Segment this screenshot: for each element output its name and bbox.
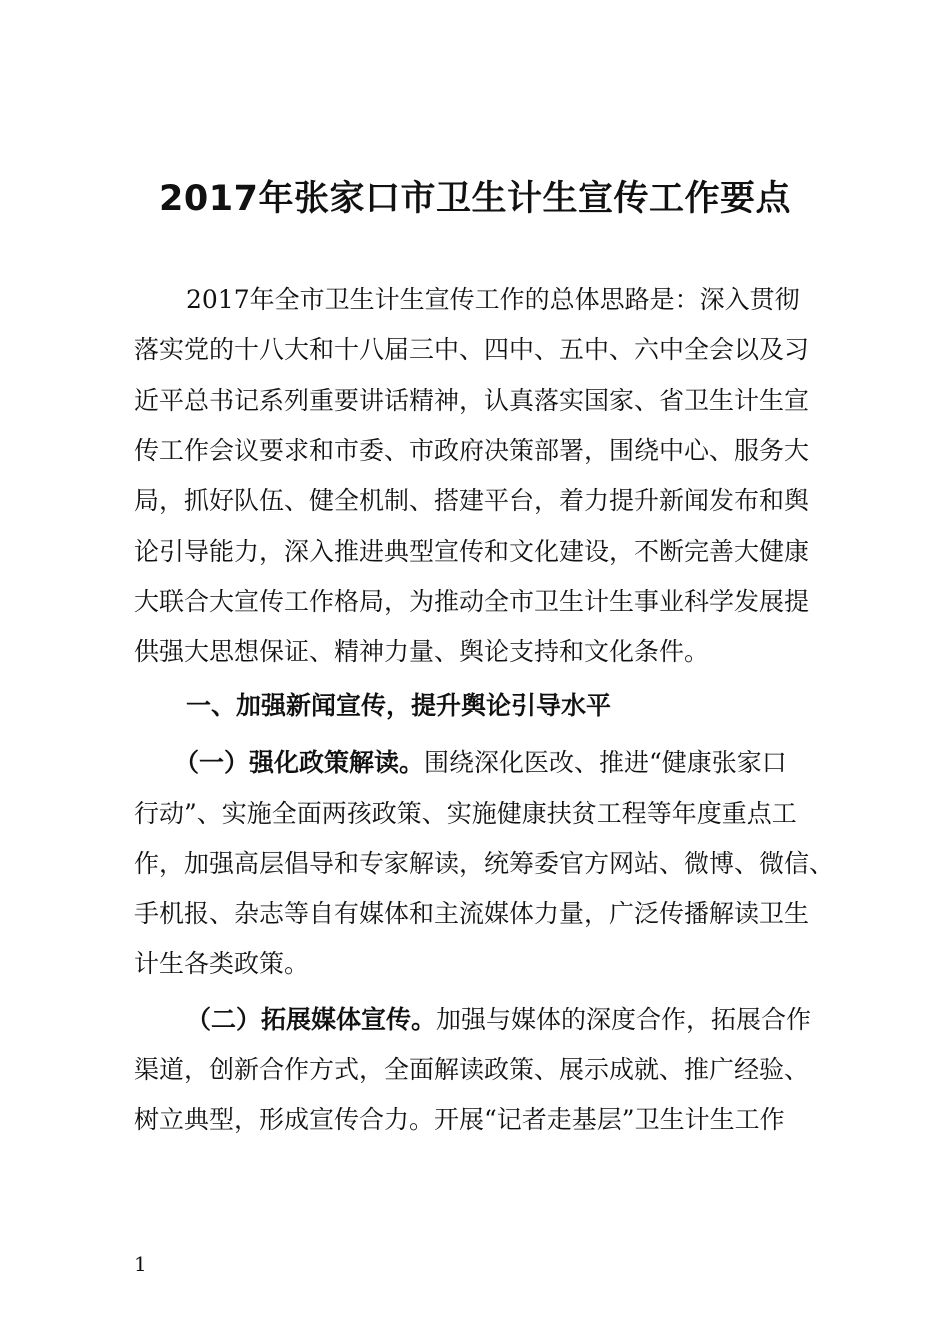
paragraph-line: 树立典型，形成宣传合力。开展“记者走基层”卫生计生工作 xyxy=(134,1105,785,1134)
paragraph-line: 作，加强高层倡导和专家解读，统筹委官方网站、微博、微信、 xyxy=(134,849,835,878)
paragraph-line: 近平总书记系列重要讲话精神，认真落实国家、省卫生计生宣 xyxy=(134,386,810,415)
subsection-lead: （一）强化政策解读。 xyxy=(174,748,425,777)
paragraph-line: 2017年全市卫生计生宣传工作的总体思路是：深入贯彻 xyxy=(186,285,800,314)
document-title: 2017年张家口市卫生计生宣传工作要点 xyxy=(159,179,791,219)
paragraph-line: 渠道，创新合作方式，全面解读政策、展示成就、推广经验、 xyxy=(134,1055,810,1084)
page-number: 1 xyxy=(134,1252,147,1276)
paragraph-line: 供强大思想保证、精神力量、舆论支持和文化条件。 xyxy=(134,637,710,666)
subsection-text: 围绕深化医改、推进“健康张家口 xyxy=(424,748,787,777)
paragraph-line: 手机报、杂志等自有媒体和主流媒体力量，广泛传播解读卫生 xyxy=(134,899,810,928)
paragraph-line: 行动”、实施全面两孩政策、实施健康扶贫工程等年度重点工 xyxy=(134,799,797,828)
paragraph-line: 传工作会议要求和市委、市政府决策部署，围绕中心、服务大 xyxy=(134,436,810,465)
paragraph-line: 大联合大宣传工作格局，为推动全市卫生计生事业科学发展提 xyxy=(134,587,810,616)
paragraph-line: 落实党的十八大和十八届三中、四中、五中、六中全会以及习 xyxy=(134,335,810,364)
subsection-first-line xyxy=(186,1000,811,1040)
subsection-text: 加强与媒体的深度合作，拓展合作 xyxy=(436,1005,812,1034)
subsection-first-line xyxy=(174,743,787,783)
paragraph-line: 局，抓好队伍、健全机制、搭建平台，着力提升新闻发布和舆 xyxy=(134,486,810,515)
subsection-lead: （二）拓展媒体宣传。 xyxy=(186,1005,437,1034)
paragraph-line: 论引导能力，深入推进典型宣传和文化建设，不断完善大健康 xyxy=(134,537,810,566)
section-heading: 一、加强新闻宣传，提升舆论引导水平 xyxy=(186,691,612,720)
paragraph-line: 计生各类政策。 xyxy=(134,949,310,978)
